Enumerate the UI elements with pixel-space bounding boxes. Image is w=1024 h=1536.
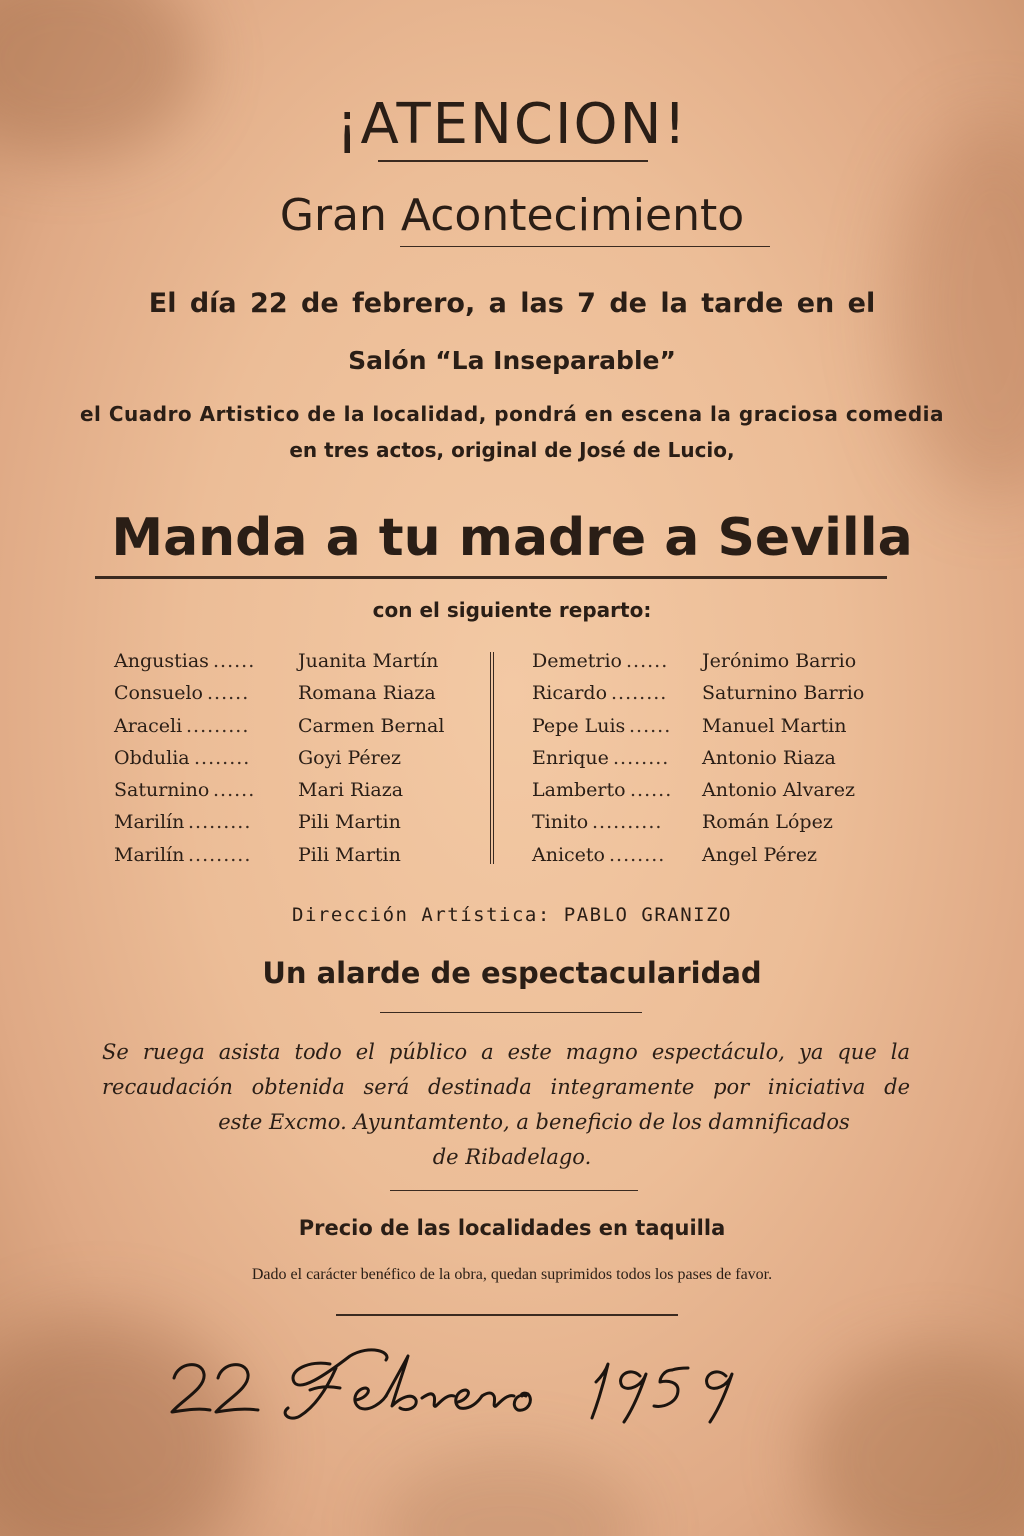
cast-role: Enrique [532,746,609,769]
spectacle-line: Un alarde de espectacularidad [262,956,762,990]
cast-row [114,715,474,747]
cast-row [114,682,474,714]
appeal-text: Se ruega asista todo el público a este magno espectáculo, ya que la [102,1040,910,1064]
paper-stain [804,1346,1024,1536]
cast-row [114,650,474,682]
column-divider [490,652,494,864]
cast-row [532,747,912,779]
leader-dots: .......... [592,811,663,834]
appeal-text: de Ribadelago. [432,1145,592,1169]
cast-actor: Antonio Riaza [702,746,836,769]
cast-row [532,844,912,876]
cast-list-left [114,650,474,876]
cast-list-right [532,650,912,876]
leader-dots: ...... [213,650,256,672]
divider [336,1314,678,1316]
play-title: Manda a tu madre a Sevilla [111,508,913,568]
cast-role: Tinito [532,811,589,834]
cast-actor: Goyi Pérez [298,746,401,769]
cast-role: Pepe Luis [532,714,626,737]
leader-dots: ........ [194,746,251,769]
cast-actor: Antonio Alvarez [702,779,856,802]
divider [378,160,648,162]
cast-actor: Romana Riaza [298,682,436,705]
cast-role: Obdulia [114,746,190,769]
cast-actor: Carmen Bernal [298,714,445,737]
favor-note: Dado el carácter benéfico de la obra, quedan suprimidos todos los pases de favor. [251,1266,773,1283]
venue-line: Salón “La Inseparable” [348,346,676,375]
cast-row [532,715,912,747]
leader-dots: ...... [629,714,672,737]
cast-role: Marilín [114,843,185,866]
cast-row [114,747,474,779]
cast-actor: Pili Martin [298,843,401,866]
date-line: El día 22 de febrero, a las 7 de la tarde en el [148,288,876,319]
leader-dots: ...... [626,650,669,672]
director-credit: Dirección Artística: PABLO GRANIZO [292,904,732,926]
cast-actor: Juanita Martín [298,650,439,672]
leader-dots: ......... [188,843,252,866]
leader-dots: ...... [207,682,250,705]
cast-row [532,779,912,811]
leader-dots: ........ [613,746,670,769]
cast-role: Lamberto [532,779,626,802]
leader-dots: ........ [609,843,666,866]
cast-row [532,811,912,843]
divider [380,1012,642,1013]
title-underline [95,576,887,579]
divider [400,246,770,247]
leader-dots: ...... [630,779,673,802]
divider [390,1190,638,1191]
cast-actor: Saturnino Barrio [702,682,865,705]
cast-actor: Angel Pérez [702,843,817,866]
cast-row [114,779,474,811]
paper-stain [380,1450,640,1536]
cast-row [114,844,474,876]
cast-actor: Román López [702,811,833,834]
cast-role: Aniceto [532,843,605,866]
subheadline: Gran Acontecimiento [279,190,745,241]
cast-role: Marilín [114,811,185,834]
cast-actor: Jerónimo Barrio [702,650,857,672]
intro-line: en tres actos, original de José de Lucio, [289,438,735,462]
cast-role: Demetrio [532,650,622,672]
cast-row [532,682,912,714]
cast-role: Saturnino [114,779,210,802]
leader-dots: ........ [611,682,668,705]
cast-actor: Pili Martin [298,811,401,834]
leader-dots: ......... [188,811,252,834]
appeal-text: recaudación obtenida será destinada integramente por iniciativa de [102,1075,910,1099]
intro-line: el Cuadro Artistico de la localidad, pondrá en escena la graciosa comedia [79,402,945,426]
price-line: Precio de las localidades en taquilla [298,1216,726,1240]
cast-actor: Manuel Martin [702,714,847,737]
appeal-text: este Excmo. Ayuntamtento, a beneficio de los damnificados [218,1110,850,1134]
cast-row [114,811,474,843]
cast-role: Ricardo [532,682,608,705]
cast-actor: Mari Riaza [298,779,404,802]
headline: ¡ATENCION! [336,92,688,157]
leader-dots: ...... [213,779,256,802]
cast-intro: con el siguiente reparto: [372,598,652,622]
cast-role: Araceli [114,714,183,737]
cast-row [532,650,912,682]
leader-dots: ......... [186,714,250,737]
handwritten-date [160,1330,740,1440]
cast-role: Consuelo [114,682,203,705]
cast-role: Angustias [114,650,209,672]
